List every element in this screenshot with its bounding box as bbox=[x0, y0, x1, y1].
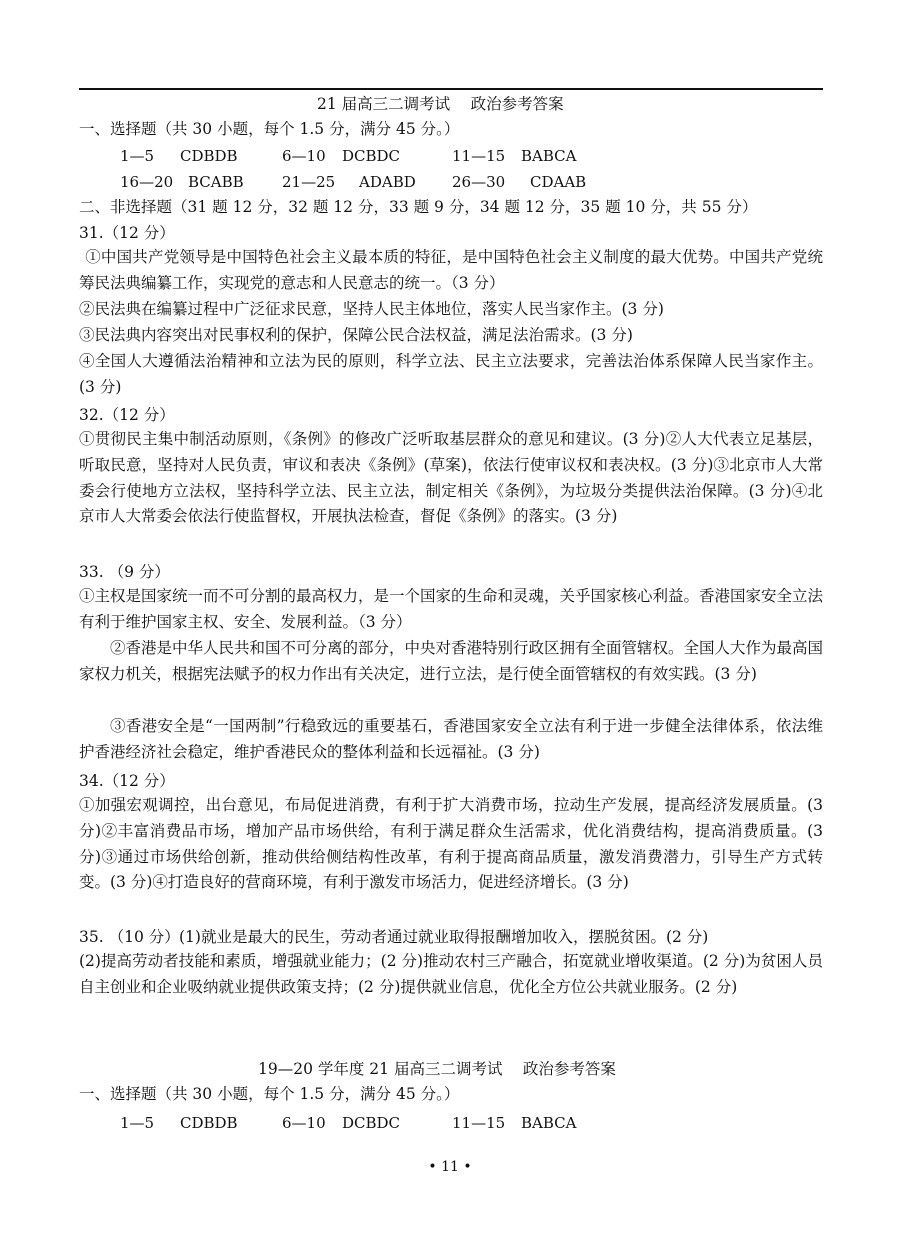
section-2-header: 二、非选择题（31 题 12 分，32 题 12 分，33 题 9 分，34 题 12 分，35 题 10 分，共 55 分） bbox=[79, 198, 758, 216]
q35-point-2: (2)提高劳动者技能和素质，增强就业能力；(2 分)推动农村三产融合，拓宽就业增收渠道。(2 分)为贫困人员自主创业和企业吸纳就业提供政策支持；(2 分)提供就业信息，优化全方位公共就业服务。(2 分) bbox=[79, 952, 823, 996]
answer-value: CDBDB bbox=[180, 1114, 238, 1132]
q31-point-4: ④全国人大遵循法治精神和立法为民的原则，科学立法、民主立法要求，完善法治体系保障人民当家作主。(3 分) bbox=[79, 352, 823, 396]
answer-value: CDBDB bbox=[180, 147, 238, 165]
top-rule bbox=[79, 88, 823, 90]
answer-range: 1—5 bbox=[120, 147, 155, 165]
q33-point-2: ②香港是中华人民共和国不可分离的部分，中央对香港特别行政区拥有全面管辖权。全国人大作为最高国家权力机关，根据宪法赋予的权力作出有关决定，进行立法，是行使全面管辖权的有效实践。(3 分) bbox=[79, 639, 824, 683]
q34-answer: ①加强宏观调控，出台意见，布局促进消费，有利于扩大消费市场，拉动生产发展，提高经济发展质量。(3 分)②丰富消费品市场，增加产品市场供给，有利于满足群众生活需求，优化消费结构，提高消费质量。(3 分)③通过市场供给创新，推动供给侧结构性改革，有利于提高商品质量，激发消费潜力，引导生产方式转变。(3 分)④打造良好的营商环境，有利于激发市场活力，促进经济增长。(3 分) bbox=[79, 796, 823, 892]
q33-point-3: ③香港安全是“一国两制”行稳致远的重要基石，香港国家安全立法有利于进一步健全法律体系，依法维护香港经济社会稳定，维护香港民众的整体利益和长远福祉。(3 分) bbox=[79, 717, 823, 761]
question-33-label: 33. （9 分） bbox=[79, 563, 170, 581]
answer-range: 26—30 bbox=[452, 173, 506, 191]
page-number: • 11 • bbox=[428, 1159, 472, 1175]
answer-range: 11—15 bbox=[452, 1114, 506, 1132]
question-31-label: 31.（12 分） bbox=[79, 224, 175, 242]
answer-range: 1—5 bbox=[120, 1114, 155, 1132]
answer-range: 6—10 bbox=[282, 147, 326, 165]
question-35-label: 35. （10 分） bbox=[79, 928, 180, 946]
answer-value: BABCA bbox=[521, 147, 577, 165]
answer-range: 11—15 bbox=[452, 147, 506, 165]
q31-point-1: ①中国共产党领导是中国特色社会主义最本质的特征，是中国特色社会主义制度的最大优势。中国共产党统筹民法典编纂工作，实现党的意志和人民意志的统一。（3 分） bbox=[79, 248, 823, 292]
answer-range: 16—20 bbox=[120, 173, 174, 191]
question-32-label: 32.（12 分） bbox=[79, 406, 175, 424]
answer-value: CDAAB bbox=[530, 173, 587, 191]
answer-value: ADABD bbox=[359, 173, 416, 191]
page-title-2: 19—20 学年度 21 届高三二调考试 政治参考答案 bbox=[258, 1060, 616, 1078]
answer-value: BCABB bbox=[188, 173, 244, 191]
answer-value: BABCA bbox=[521, 1114, 577, 1132]
answer-range: 6—10 bbox=[282, 1114, 326, 1132]
q32-answer: ①贯彻民主集中制活动原则，《条例》的修改广泛听取基层群众的意见和建议。(3 分)②人大代表立足基层，听取民意，坚持对人民负责，审议和表决《条例》(草案)，依法行使审议权和表决权。(3 分)③北京市人大常委会行使地方立法权，坚持科学立法、民主立法，制定相关《条例》，为垃圾分类提供法治保障。(3 分)④北京市人大常委会依法行使监督权，开展执法检查，督促《条例》的落实。(3 分) bbox=[79, 430, 823, 526]
page-title: 21 届高三二调考试 政治参考答案 bbox=[317, 95, 564, 113]
q31-point-3: ③民法典内容突出对民事权利的保护，保障公民合法权益，满足法治需求。(3 分) bbox=[79, 326, 633, 344]
section-1-header-2: 一、选择题（共 30 小题，每个 1.5 分，满分 45 分。） bbox=[79, 1085, 460, 1103]
answer-value: DCBDC bbox=[342, 1114, 401, 1132]
section-1-header: 一、选择题（共 30 小题，每个 1.5 分，满分 45 分。） bbox=[79, 120, 460, 138]
q31-point-2: ②民法典在编纂过程中广泛征求民意，坚持人民主体地位，落实人民当家作主。(3 分) bbox=[79, 300, 664, 318]
q33-point-1: ①主权是国家统一而不可分割的最高权力，是一个国家的生命和灵魂，关乎国家核心利益。香港国家安全立法有利于维护国家主权、安全、发展利益。（3 分） bbox=[79, 587, 824, 631]
q35-point-1: (1)就业是最大的民生，劳动者通过就业取得报酬增加收入，摆脱贫困。(2 分) bbox=[179, 928, 709, 946]
answer-value: DCBDC bbox=[342, 147, 401, 165]
answer-range: 21—25 bbox=[282, 173, 336, 191]
question-34-label: 34.（12 分） bbox=[79, 772, 175, 790]
